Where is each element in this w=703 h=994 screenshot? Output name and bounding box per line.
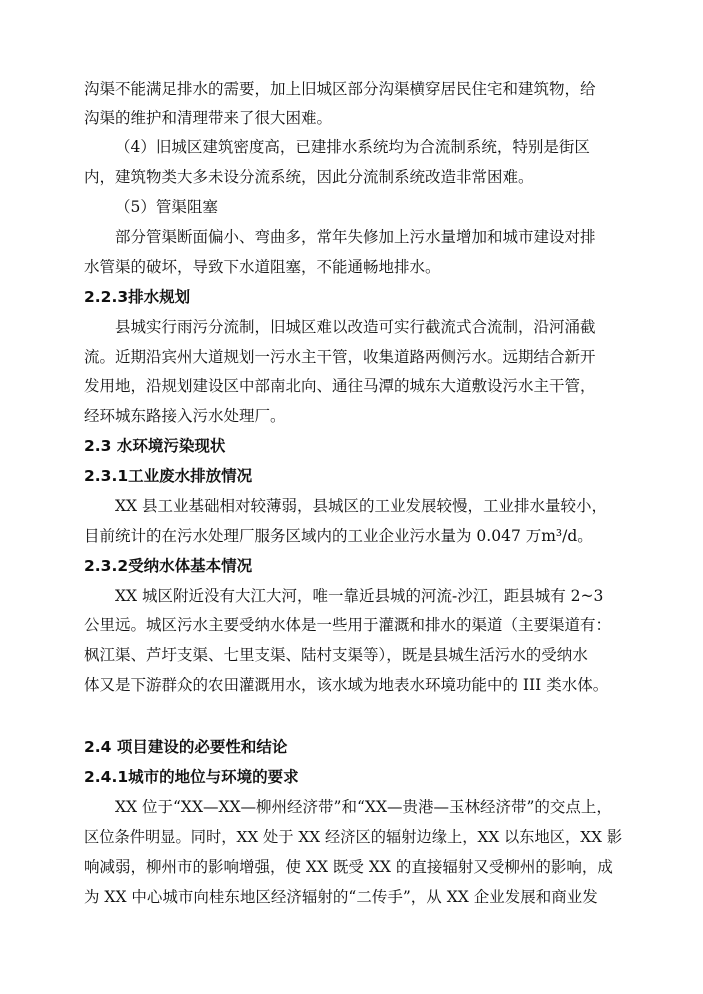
- paragraph-line: 流。近期沿宾州大道规划一污水主干管，收集道路两侧污水。远期结合新开: [84, 348, 596, 366]
- paragraph-line: 经环城东路接入污水处理厂。: [84, 407, 286, 425]
- section-heading: 2.3 水环境污染现状: [84, 437, 226, 455]
- section-heading: 2.2.3排水规划: [84, 288, 191, 306]
- paragraph-line: （4）旧城区建筑密度高，已建排水系统均为合流制系统，特别是街区: [115, 138, 590, 156]
- section-heading: 2.3.2受纳水体基本情况: [84, 557, 253, 575]
- paragraph-line: 沟渠不能满足排水的需要，加上旧城区部分沟渠横穿居民住宅和建筑物，给: [84, 80, 596, 98]
- paragraph-line: 目前统计的在污水处理厂服务区域内的工业企业污水量为 0.047 万m³/d。: [84, 527, 593, 545]
- paragraph-line: 县城实行雨污分流制，旧城区难以改造可实行截流式合流制，沿河涌截: [115, 318, 596, 336]
- paragraph-line: 水管渠的破坏，导致下水道阻塞，不能通畅地排水。: [84, 258, 441, 276]
- paragraph-line: 响减弱，柳州市的影响增强，使 XX 既受 XX 的直接辐射又受柳州的影响，成: [84, 858, 613, 876]
- section-heading: 2.4.1城市的地位与环境的要求: [84, 768, 299, 786]
- paragraph-line: 枫江渠、芦圩支渠、七里支渠、陆村支渠等），既是县城生活污水的受纳水: [84, 646, 588, 664]
- paragraph-line: 区位条件明显。同时，XX 处于 XX 经济区的辐射边缘上，XX 以东地区，XX 影: [84, 828, 623, 846]
- paragraph-line: 体又是下游群众的农田灌溉用水，该水域为地表水环境功能中的 III 类水体。: [84, 676, 609, 694]
- paragraph-line: 沟渠的维护和清理带来了很大困难。: [84, 109, 333, 127]
- list-item-heading: （5）管渠阻塞: [115, 198, 218, 216]
- paragraph-line: 公里远。城区污水主要受纳水体是一些用于灌溉和排水的渠道（主要渠道有：: [84, 616, 612, 634]
- section-heading: 2.3.1工业废水排放情况: [84, 467, 253, 485]
- paragraph-line: 为 XX 中心城市向桂东地区经济辐射的“二传手”，从 XX 企业发展和商业发: [84, 888, 598, 906]
- paragraph-line: XX 位于“XX—XX—柳州经济带”和“XX—贵港—玉林经济带”的交点上，: [115, 798, 612, 816]
- paragraph-line: 发用地，沿规划建设区中部南北向、通往马潭的城东大道敷设污水主干管，: [84, 377, 596, 395]
- paragraph-line: 内，建筑物类大多未设分流系统，因此分流制系统改造非常困难。: [84, 168, 534, 186]
- paragraph-line: XX 城区附近没有大江大河，唯一靠近县城的河流-沙江，距县城有 2~3: [115, 587, 604, 605]
- section-heading: 2.4 项目建设的必要性和结论: [84, 738, 288, 756]
- paragraph-line: 部分管渠断面偏小、弯曲多，常年失修加上污水量增加和城市建设对排: [115, 228, 596, 246]
- paragraph-line: XX 县工业基础相对较薄弱，县城区的工业发展较慢，工业排水量较小，: [115, 497, 607, 515]
